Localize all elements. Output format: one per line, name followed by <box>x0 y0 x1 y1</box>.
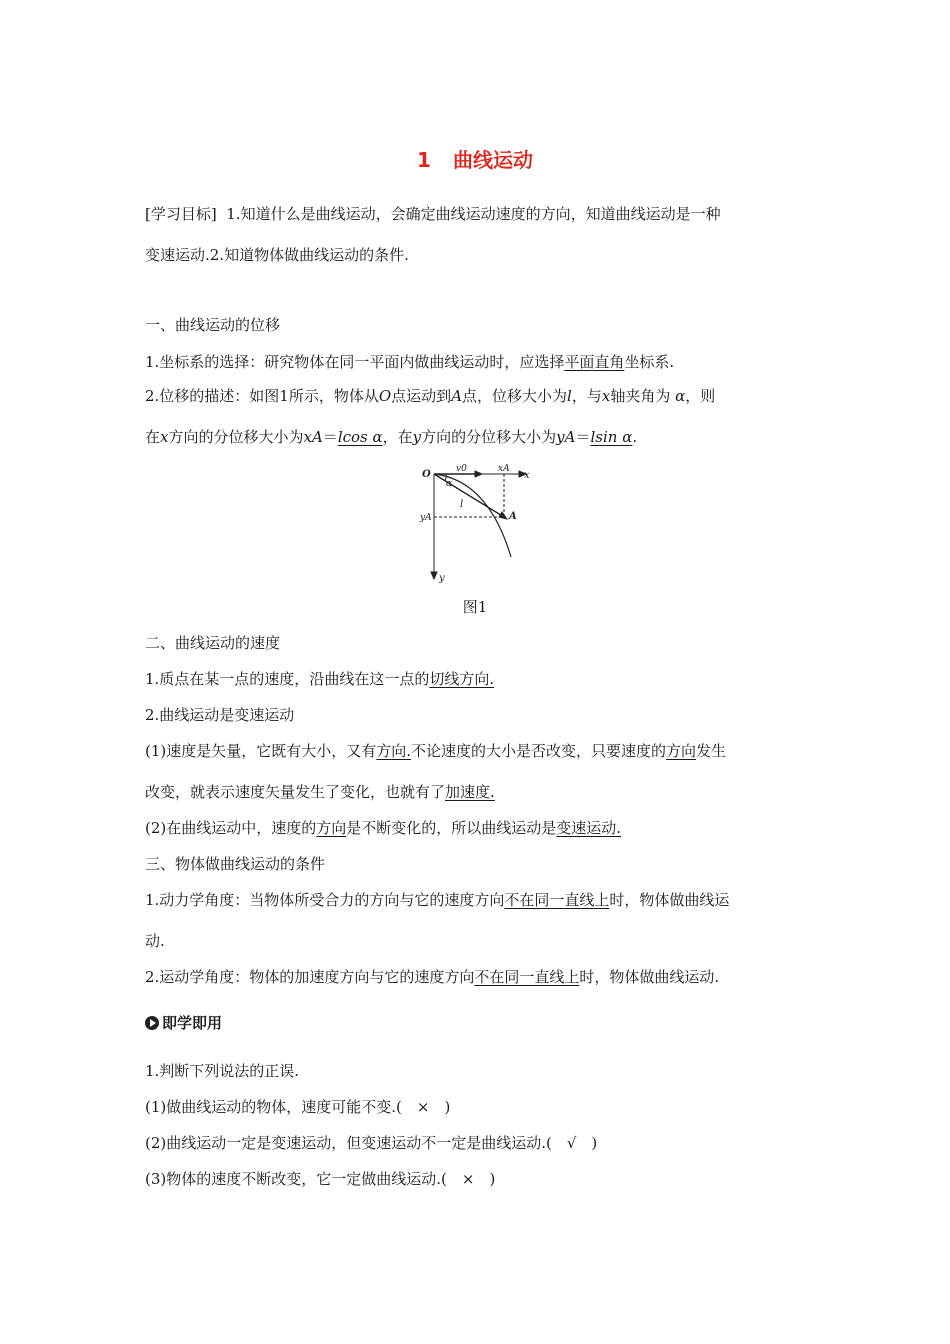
label-A: A <box>509 511 517 522</box>
label-yA: yA <box>420 513 432 523</box>
label-l: l <box>460 499 464 510</box>
practice-statement-2: (2)曲线运动一定是变速运动，但变速运动不一定是曲线运动.( √ ) <box>145 1134 598 1152</box>
label-alpha: α <box>446 479 453 489</box>
section1-heading: 一、曲线运动的位移 <box>145 316 281 334</box>
title-text: 曲线运动 <box>452 148 533 172</box>
section2-paragraph-1: 1.质点在某一点的速度，沿曲线在这一点的切线方向. <box>145 670 495 688</box>
label-x: x <box>524 470 530 481</box>
section3-paragraph-2: 2.运动学角度：物体的加速度方向与它的速度方向不在同一直线上时，物体做曲线运动. <box>145 968 720 986</box>
objectives-line-1: [学习目标] 1.知道什么是曲线运动，会确定曲线运动速度的方向，知道曲线运动是一种 <box>145 205 721 223</box>
label-O: O <box>422 469 431 480</box>
figure-1-diagram <box>418 462 538 587</box>
displacement-l <box>434 474 504 517</box>
practice-statement-3: (3)物体的速度不断改变，它一定做曲线运动.( × ) <box>145 1170 496 1188</box>
section1-paragraph-2: 2.位移的描述：如图1所示，物体从O点运动到A点，位移大小为l，与x轴夹角为 α，则 <box>145 387 716 405</box>
section2-paragraph-3: (1)速度是矢量，它既有大小，又有方向.不论速度的大小是否改变，只要速度的方向发生 <box>145 742 727 760</box>
label-y: y <box>439 573 445 584</box>
objectives-line-2: 变速运动.2.知道物体做曲线运动的条件. <box>145 246 409 264</box>
section2-paragraph-5: (2)在曲线运动中，速度的方向是不断变化的，所以曲线运动是变速运动. <box>145 819 622 837</box>
practice-heading: 即学即用 <box>145 1012 815 1034</box>
section2-paragraph-2: 2.曲线运动是变速运动 <box>145 706 295 724</box>
section3-paragraph-1-cont: 动. <box>145 932 165 950</box>
practice-statement-1: (1)做曲线运动的物体，速度可能不变.( × ) <box>145 1098 451 1116</box>
page-title <box>0 144 950 173</box>
label-v0: v0 <box>456 464 467 474</box>
label-xA: xA <box>498 464 510 474</box>
section3-paragraph-1: 1.动力学角度：当物体所受合力的方向与它的速度方向不在同一直线上时，物体做曲线运 <box>145 891 730 909</box>
objectives-label: [学习目标] <box>145 205 217 223</box>
section2-paragraph-4: 改变，就表示速度矢量发生了变化，也就有了加速度. <box>145 783 495 801</box>
section3-heading: 三、物体做曲线运动的条件 <box>145 855 326 873</box>
section1-paragraph-3: 在x方向的分位移大小为xA＝lcos α，在y方向的分位移大小为yA＝lsin α. <box>145 428 638 446</box>
practice-question-1: 1.判断下列说法的正误. <box>145 1062 300 1080</box>
figure-1-caption: 图1 <box>462 598 488 616</box>
section2-heading: 二、曲线运动的速度 <box>145 634 281 652</box>
y-axis-arrow <box>431 572 437 579</box>
displacement-arrow <box>499 512 507 519</box>
title-number: 1 <box>417 148 431 172</box>
v0-arrow <box>475 471 482 477</box>
section1-paragraph-1: 1.坐标系的选择：研究物体在同一平面内做曲线运动时，应选择平面直角坐标系. <box>145 353 675 371</box>
play-circle-icon <box>145 1016 159 1030</box>
